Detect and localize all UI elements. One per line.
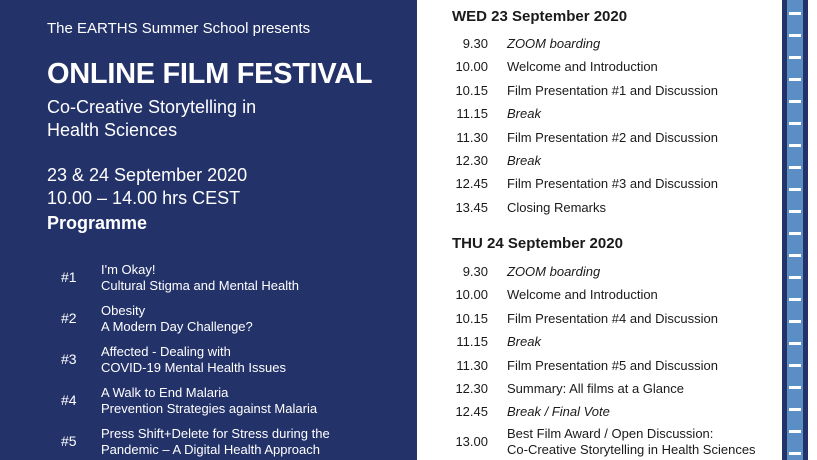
film-perforation [789,34,801,37]
schedule-activity: Welcome and Introduction [507,287,658,302]
schedule-time: 10.00 [455,59,488,74]
schedule-time: 10.00 [455,287,488,302]
festival-subtitle [47,96,347,142]
film-strip-icon [777,0,817,460]
film-number: #3 [61,351,77,367]
film-perforation [789,408,801,411]
schedule-time: 13.45 [455,200,488,215]
schedule-activity: Film Presentation #1 and Discussion [507,83,718,98]
film-subtitle: Prevention Strategies against Malaria [101,401,318,416]
subtitle-line: Co-Creative Storytelling in [47,97,257,117]
festival-dates [47,164,247,210]
schedule-time: 11.15 [456,106,488,121]
film-title: I'm Okay! [101,262,156,277]
schedule-time: 12.30 [455,381,488,396]
film-subtitle: Pandemic – A Digital Health Approach [101,442,320,457]
film-subtitle: A Modern Day Challenge? [101,319,253,334]
schedule-activity: Break [507,334,541,349]
film-perforation [789,430,801,433]
schedule-activity: ZOOM boarding [507,264,601,279]
film-number: #1 [61,269,77,285]
schedule-time: 11.30 [456,358,488,373]
film-perforation [789,166,801,169]
subtitle-line: Health Sciences [47,120,178,140]
festival-title: ONLINE FILM FESTIVAL [47,58,373,90]
film-perforation [789,100,801,103]
film-title: A Walk to End Malaria [101,385,229,400]
film-perforation [789,210,801,213]
schedule-activity: Film Presentation #4 and Discussion [507,311,718,326]
film-perforation [789,364,801,367]
schedule-activity: Welcome and Introduction [507,59,658,74]
schedule-time: 10.15 [455,83,488,98]
dates-line: 23 & 24 September 2020 [47,165,248,185]
presents-line: The EARTHS Summer School presents [47,20,311,37]
schedule-time: 11.15 [456,334,488,349]
schedule-time: 12.45 [455,176,488,191]
film-perforation [789,122,801,125]
film-perforation [789,254,801,257]
time-line: 10.00 – 14.00 hrs CEST [47,188,241,208]
schedule-time: 12.45 [455,404,488,419]
film-number: #4 [61,392,77,408]
schedule-activity: Film Presentation #5 and Discussion [507,358,718,373]
schedule-time: 13.00 [455,434,488,449]
film-strip-center [787,0,803,460]
schedule-activity: ZOOM boarding [507,36,601,51]
schedule-time: 9.30 [462,264,488,279]
schedule-activity: Break / Final Vote [507,404,610,419]
schedule-activity: Best Film Award / Open Discussion: [507,426,714,441]
schedule-activity: Film Presentation #2 and Discussion [507,130,718,145]
day-heading-wed: WED 23 September 2020 [452,8,628,25]
film-number: #5 [61,433,77,449]
film-perforation [789,188,801,191]
schedule-activity: Break [507,106,541,121]
film-perforation [789,342,801,345]
film-perforation [789,232,801,235]
programme-heading: Programme [47,213,148,233]
film-perforation [789,386,801,389]
film-title: Obesity [101,303,146,318]
day-heading-thu: THU 24 September 2020 [452,235,623,252]
film-number: #2 [61,310,77,326]
schedule-time: 10.15 [455,311,488,326]
film-perforation [789,56,801,59]
schedule-activity-continued: Co-Creative Storytelling in Health Sciences [507,442,756,457]
schedule-time: 11.30 [456,130,488,145]
film-perforation [789,78,801,81]
film-perforation [789,320,801,323]
schedule-activity: Summary: All films at a Glance [507,381,684,396]
schedule-time: 9.30 [462,36,488,51]
schedule-activity: Closing Remarks [507,200,606,215]
film-subtitle: Cultural Stigma and Mental Health [101,278,299,293]
film-perforation [789,298,801,301]
schedule-panel [417,0,777,460]
film-title: Affected - Dealing with [101,344,231,359]
film-perforation [789,276,801,279]
film-perforation [789,452,801,455]
film-title: Press Shift+Delete for Stress during the [101,426,330,441]
film-perforation [789,12,801,15]
film-perforation [789,144,801,147]
schedule-activity: Break [507,153,541,168]
schedule-time: 12.30 [455,153,488,168]
schedule-activity: Film Presentation #3 and Discussion [507,176,718,191]
film-subtitle: COVID-19 Mental Health Issues [101,360,286,375]
